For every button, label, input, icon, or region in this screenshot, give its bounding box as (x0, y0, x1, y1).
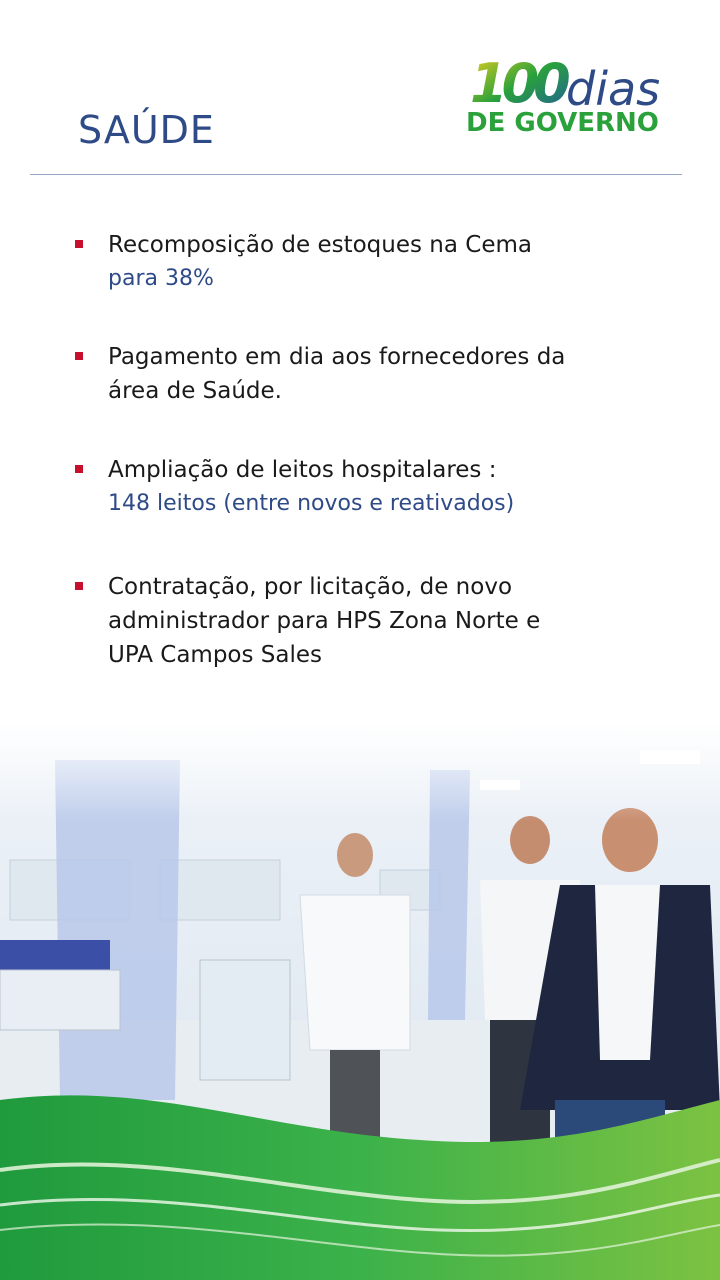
governo-100-dias-logo (466, 50, 666, 142)
list-item-text: Pagamento em dia aos fornecedores da área de Saúde. (108, 344, 566, 404)
green-wave-decoration (0, 1060, 720, 1280)
logo-word: dias (566, 62, 661, 116)
header-divider (30, 174, 682, 175)
bullet-marker-icon (75, 240, 83, 248)
logo-number: 100 (470, 54, 565, 114)
list-item-text: Ampliação de leitos hospitalares : (108, 457, 497, 483)
logo-swoosh-icon (470, 54, 580, 114)
list-item-text: Contratação, por licitação, de novo administrador para HPS Zona Norte e UPA Campos Sales (108, 574, 541, 668)
list-item-subtext: para 38% (108, 266, 214, 291)
bullet-marker-icon (75, 582, 83, 590)
bullet-marker-icon (75, 465, 83, 473)
page-title: SAÚDE (78, 108, 215, 152)
logo-subtitle: DE GOVERNO (466, 108, 659, 138)
list-item-subtext: 148 leitos (entre novos e reativados) (108, 491, 515, 516)
bullet-marker-icon (75, 352, 83, 360)
list-item-text: Recomposição de estoques na Cema (108, 232, 532, 258)
